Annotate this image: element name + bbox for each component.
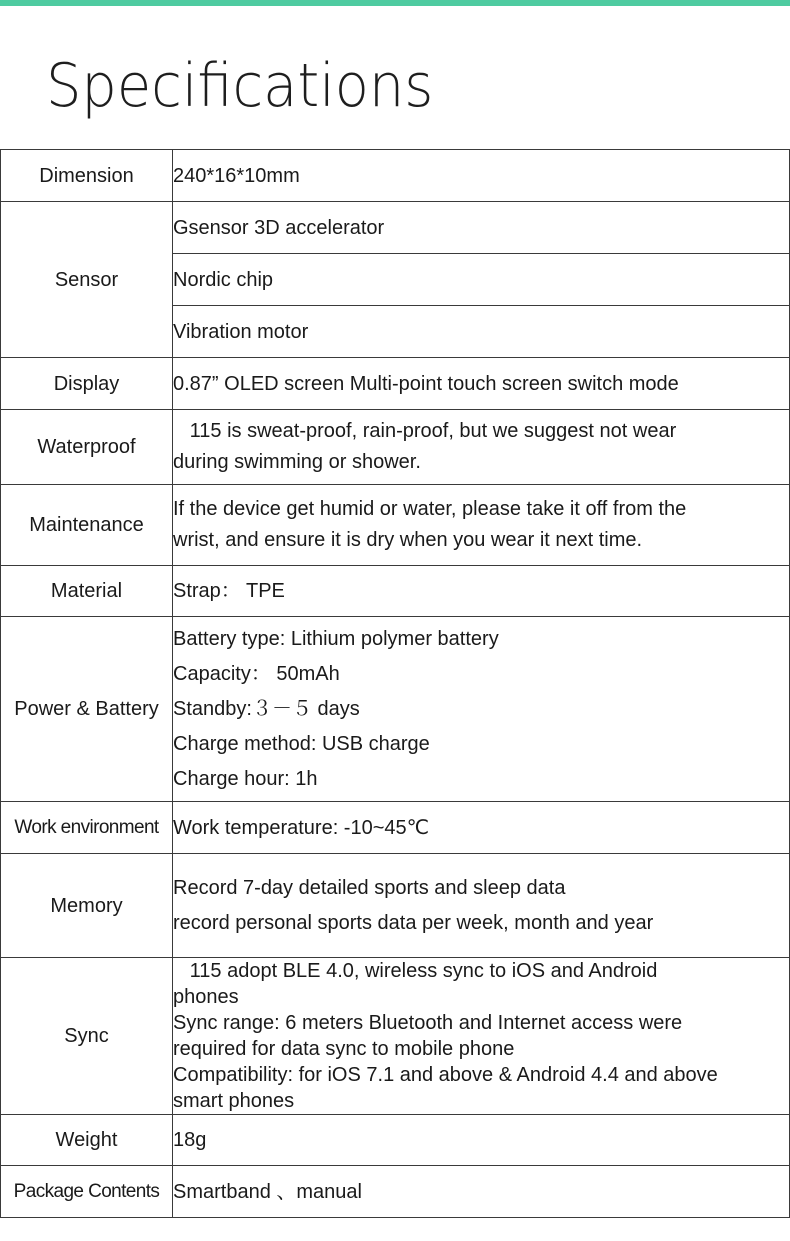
table-row: [1, 802, 790, 854]
row-label-package-contents: Package Contents: [1, 1166, 173, 1218]
row-value-material: Strap： TPE: [173, 566, 790, 617]
row-label-sync: Sync: [1, 958, 173, 1115]
accent-top-bar: [0, 0, 790, 6]
row-value-package-contents: Smartband 、manual: [173, 1166, 790, 1218]
row-value-display: 0.87” OLED screen Multi-point touch screen switch mode: [173, 358, 790, 410]
value-line: during swimming or shower.: [173, 451, 421, 473]
table-row: [1, 485, 790, 566]
value-line: Capacity： 50mAh: [173, 662, 340, 685]
value-line: 115 adopt BLE 4.0, wireless sync to iOS and Android: [173, 960, 658, 982]
table-row: [1, 150, 790, 202]
value-line: wrist, and ensure it is dry when you wear it next time.: [173, 529, 643, 551]
table-row: [1, 958, 790, 1115]
row-value-waterproof: [173, 410, 790, 485]
value-line: record personal sports data per week, month and year: [173, 911, 654, 934]
row-value-work-environment: Work temperature: -10~45℃: [173, 802, 790, 854]
value-line: Charge method: USB charge: [173, 732, 430, 755]
row-label-memory: Memory: [1, 854, 173, 958]
table-row: [1, 1115, 790, 1166]
row-label-sensor: Sensor: [1, 202, 173, 358]
row-label-maintenance: Maintenance: [1, 485, 173, 566]
value-line: phones: [173, 986, 239, 1008]
value-line: 115 is sweat-proof, rain-proof, but we suggest not wear: [173, 420, 677, 442]
row-label-power-battery: Power & Battery: [1, 617, 173, 802]
value-line: required for data sync to mobile phone: [173, 1038, 515, 1060]
table-row: [1, 202, 790, 254]
value-line: Sync range: 6 meters Bluetooth and Internet access were: [173, 1012, 683, 1034]
row-label-waterproof: Waterproof: [1, 410, 173, 485]
value-line: Record 7-day detailed sports and sleep data: [173, 876, 566, 899]
specifications-table: [0, 149, 790, 1218]
row-label-weight: Weight: [1, 1115, 173, 1166]
row-value-memory: [173, 854, 790, 958]
value-line: Battery type: Lithium polymer battery: [173, 627, 499, 650]
value-line: Compatibility: for iOS 7.1 and above & Android 4.4 and above: [173, 1064, 718, 1086]
value-line: smart phones: [173, 1090, 295, 1112]
value-line: Charge hour: 1h: [173, 767, 318, 790]
table-row: [1, 1166, 790, 1218]
value-line: Standby:３－５ days: [173, 697, 360, 720]
row-label-material: Material: [1, 566, 173, 617]
row-label-work-environment: Work environment: [1, 802, 173, 854]
row-value-sync: [173, 958, 790, 1115]
table-row: [1, 566, 790, 617]
row-value-power-battery: [173, 617, 790, 802]
row-value-maintenance: [173, 485, 790, 566]
row-label-dimension: Dimension: [1, 150, 173, 202]
table-row: [1, 410, 790, 485]
row-value-dimension: 240*16*10mm: [173, 150, 790, 202]
row-label-display: Display: [1, 358, 173, 410]
table-row: [1, 854, 790, 958]
table-row: [1, 358, 790, 410]
row-value-sensor-3: Vibration motor: [173, 306, 790, 358]
row-value-weight: 18g: [173, 1115, 790, 1166]
row-value-sensor-1: Gsensor 3D accelerator: [173, 202, 790, 254]
table-row: [1, 617, 790, 802]
row-value-sensor-2: Nordic chip: [173, 254, 790, 306]
page-title: Specifications: [46, 51, 434, 121]
value-line: If the device get humid or water, please take it off from the: [173, 498, 687, 520]
